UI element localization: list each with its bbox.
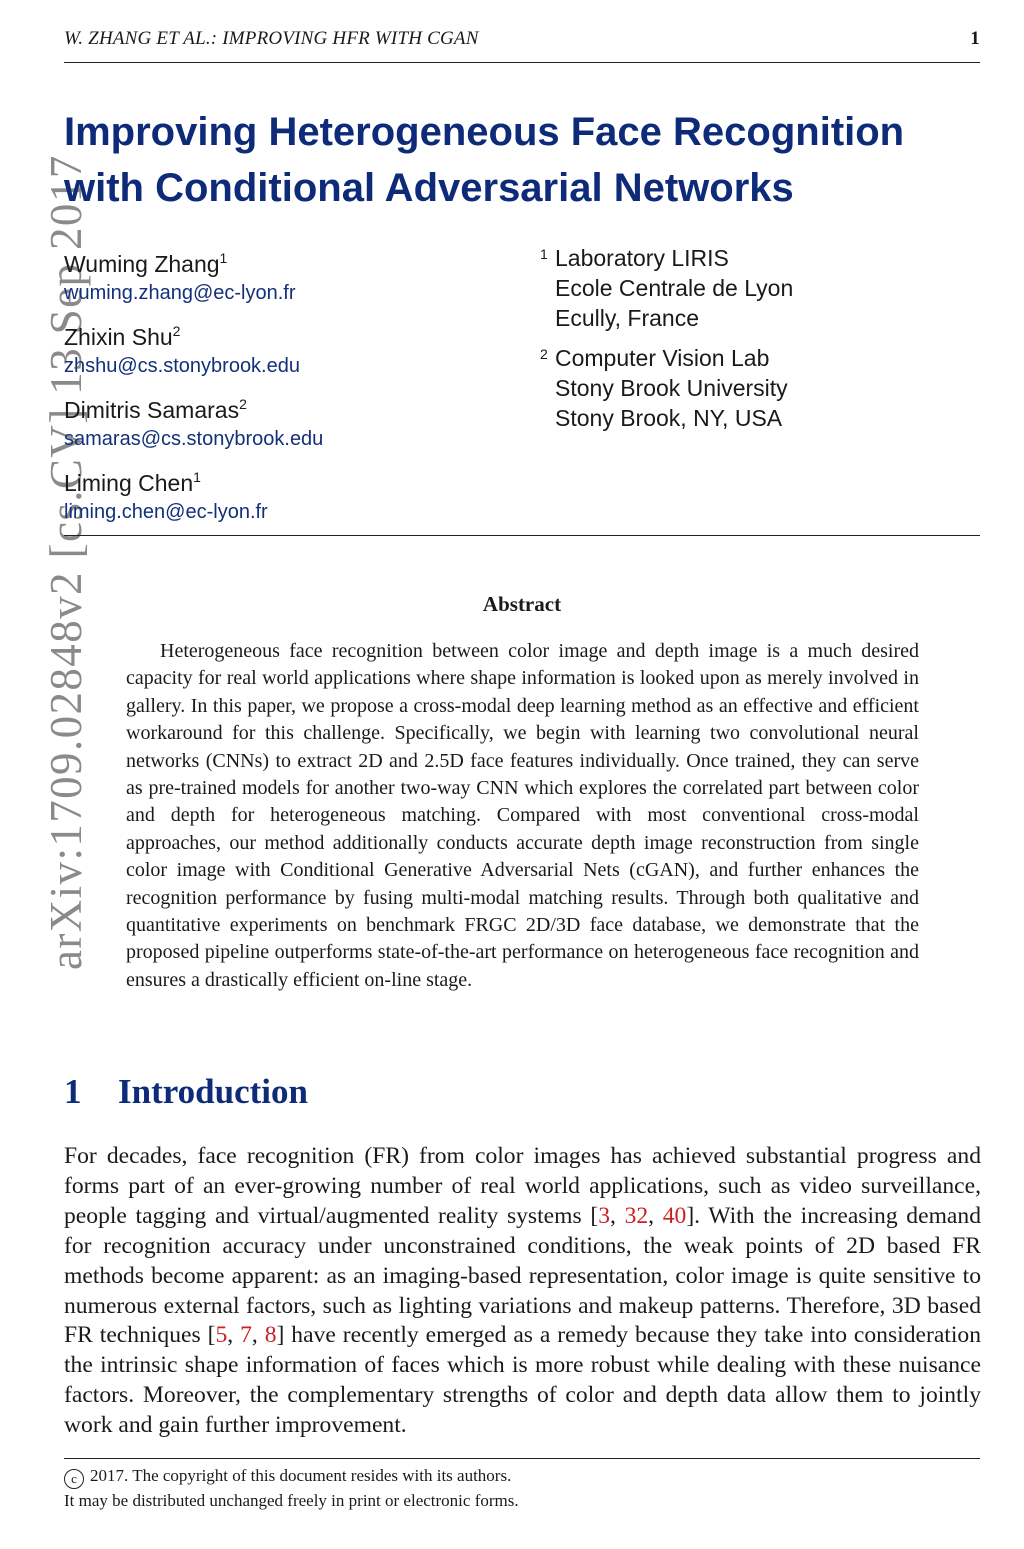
running-title: W. ZHANG ET AL.: IMPROVING HFR WITH CGAN: [64, 28, 479, 49]
citation-link[interactable]: 5: [215, 1322, 228, 1349]
abstract-body: [126, 638, 919, 994]
affiliation-mark: 2: [540, 346, 548, 362]
citation-link[interactable]: 40: [662, 1202, 687, 1229]
author-block: [64, 389, 504, 453]
copyright-icon: c: [64, 1469, 84, 1489]
author-name: Zhixin Shu$^2$: [64, 323, 181, 350]
footnote-line-1: c 2017. The copyright of this document resides with its authors.: [64, 1464, 519, 1489]
author-email[interactable]: zhshu@cs.stonybrook.edu: [64, 355, 300, 377]
affiliation-list: [540, 243, 980, 443]
affiliation: [540, 243, 980, 333]
citation-link[interactable]: 8: [264, 1322, 277, 1349]
author-name: Wuming Zhang$^1$: [64, 250, 228, 277]
citation-link[interactable]: 3: [598, 1202, 610, 1229]
citation-link[interactable]: 7: [240, 1322, 252, 1349]
section-title: Introduction: [118, 1072, 308, 1111]
author-name: Liming Chen$^1$: [64, 469, 201, 496]
abstract-text: Heterogeneous face recognition between color image and depth image is a much desired capacity for real world applications where shape information is looked upon as merely involved in gallery. In this paper, we propose a cross-modal deep learning method as an effective and efficient workaround for this challenge. Specifically, we begin with learning two convolutional neural networks (CNNs) to extract 2D and 2.5D face features individually. Once trained, they can serve as pre-trained models for another two-way CNN which explores the correlated part between color and depth for heterogeneous matching. Compared with most conventional cross-modal approaches, our method additionally conducts accurate depth image reconstruction from single color image with Conditional Generative Adversarial Nets (cGAN), and further enhances the recognition performance by fusing multi-modal matching results. Through both qualitative and quantitative experiments on benchmark FRGC 2D/3D face database, we demonstrate that the proposed pipeline outperforms state-of-the-art performance on heterogeneous face recognition and ensures a drastically efficient on-line stage.: [126, 640, 919, 991]
footnote-divider: [64, 1458, 980, 1459]
author-name: Dimitris Samaras$^2$: [64, 396, 247, 423]
title-block-divider: [64, 535, 980, 536]
affiliation-line: Ecully, France: [555, 305, 700, 331]
affiliation-mark: 1: [540, 246, 548, 262]
affiliation-line: Computer Vision Lab: [555, 345, 770, 371]
author-block: [64, 316, 504, 380]
page-number: 1: [970, 28, 980, 49]
introduction-body: [64, 1142, 981, 1441]
affiliation-line: Stony Brook University: [555, 375, 788, 401]
author-email[interactable]: wuming.zhang@ec-lyon.fr: [64, 282, 296, 304]
footnote-line-2: It may be distributed unchanged freely in print or electronic forms.: [64, 1491, 519, 1510]
author-email[interactable]: liming.chen@ec-lyon.fr: [64, 501, 268, 523]
abstract-heading: Abstract: [482, 592, 562, 616]
arxiv-sidebar-stamp: arXiv:1709.02848v2 [cs.CV] 13 Sep 2017: [41, 154, 91, 970]
author-list: [64, 243, 504, 535]
citation-link[interactable]: 32: [624, 1202, 649, 1229]
running-header: [64, 28, 980, 63]
section-number: 1: [64, 1072, 82, 1111]
title-line-1: Improving Heterogeneous Face Recognition: [64, 110, 905, 154]
author-email[interactable]: samaras@cs.stonybrook.edu: [64, 428, 324, 450]
affiliation-line: Laboratory LIRIS: [555, 245, 729, 271]
author-block: [64, 462, 504, 526]
affiliation: [540, 343, 980, 433]
paragraph: For decades, face recognition (FR) from color images has achieved substantial progress and forms part of an ever-growing number of real world applications, such as video surveillance, people tagging and virtual/augmented reality systems [3, 32, 40]. With the increasing demand for recognition accuracy under unconstrained conditions, the weak points of 2D based FR methods become apparent: as an imaging-based representation, color image is quite sensitive to numerous external factors, such as lighting variations and makeup patterns. Therefore, 3D based FR techniques [5, 7, 8] have recently emerged as a remedy because they take into consideration the intrinsic shape information of faces which is more robust while dealing with these nuisance factors. Moreover, the complementary strengths of color and depth data allow them to jointly work and gain further improvement.: [64, 1143, 982, 1439]
affiliation-line: Ecole Centrale de Lyon: [555, 275, 794, 301]
paper-title: [64, 104, 994, 216]
author-block: [64, 243, 504, 307]
title-line-2: with Conditional Adversarial Networks: [64, 166, 794, 210]
affiliation-line: Stony Brook, NY, USA: [555, 405, 783, 431]
copyright-footnote: [64, 1464, 519, 1513]
section-heading: [64, 1072, 308, 1112]
